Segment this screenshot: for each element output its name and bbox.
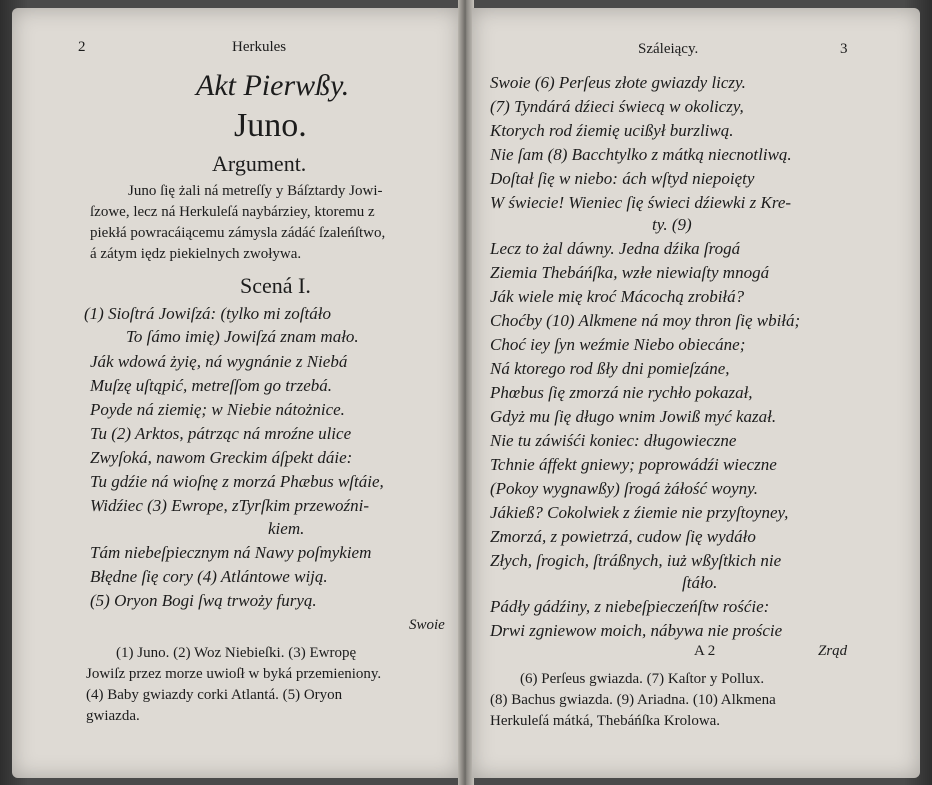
verse-line: ty. (9) xyxy=(652,215,692,234)
footnote-line: (8) Bachus gwiazda. (9) Ariadna. (10) Alkmena xyxy=(490,692,776,708)
verse-line: Gdyż mu ſię długo wnim Jowiß myć kazał. xyxy=(490,407,777,426)
verse-line: Tu (2) Arktos, pátrząc ná mroźne ulice xyxy=(90,424,352,443)
footnote-line: (1) Juno. (2) Woz Niebieſki. (3) Ewropę xyxy=(116,645,357,661)
footnote-line: (6) Perſeus gwiazda. (7) Kaſtor y Pollux. xyxy=(520,671,765,687)
verse-line: Ktorych rod źiemię ucißył burzliwą. xyxy=(490,121,734,140)
verse-line: Błędne ſię cory (4) Atlántowe wiją. xyxy=(90,567,328,586)
verse-line: Złych, ſrogich, ſtráßnych, iuż wßyſtkich nie xyxy=(490,551,782,570)
verse-line: Doſtał ſię w niebo: ách wſtyd niepoięty xyxy=(490,169,755,188)
argument-heading: Argument. xyxy=(212,151,307,176)
verse-line: (5) Oryon Bogi ſwą trwoży furyą. xyxy=(90,591,317,610)
verse-line: Zmorzá, z powietrzá, cudow ſię wydáło xyxy=(490,527,756,546)
verse-line: Tu gdźie ná wioſnę z morzá Phæbus wſtáie, xyxy=(90,472,384,491)
verse-line: Pádły gádźiny, z niebeſpieczeńſtw rośćie: xyxy=(490,597,770,616)
running-head: Száleiący. xyxy=(638,41,699,57)
verse-line: Lecz to żal dáwny. Jedna dźika ſrogá xyxy=(490,239,741,258)
verse-line: Poyde ná ziemię; w Niebie nátożnice. xyxy=(90,400,345,419)
verse-line: Swoie (6) Perſeus złote gwiazdy liczy. xyxy=(490,73,746,92)
argument-line: ſzowe, lecz ná Herkuleſá naybárziey, ktoremu z xyxy=(90,204,375,220)
verse-line: Nie ſam (8) Bacchtylko z mátką niecnotliwą. xyxy=(490,145,792,164)
catchword: Swoie xyxy=(409,617,445,633)
scene-heading: Scená I. xyxy=(240,273,311,298)
footnote-line: gwiazda. xyxy=(86,708,140,724)
verse-line: Tchnie áffekt gniewy; poprowádźi wieczne xyxy=(490,455,777,474)
running-head: Herkules xyxy=(232,39,287,55)
verse-line: (7) Tyndárá dźieci świecą w okoliczy, xyxy=(490,97,744,116)
left-page xyxy=(12,8,460,778)
argument-line: piekłá powracáiącemu zámysla zádáć ſzaleńſtwo, xyxy=(90,225,386,241)
verse-line: Ziemia Thebáńſka, wzłe niewiaſty mnogá xyxy=(490,263,770,282)
verse-line: Ná ktorego rod ßły dni pomieſzáne, xyxy=(490,359,730,378)
right-page xyxy=(472,8,920,778)
verse-line: Phœbus ſię zmorzá nie rychło pokazał, xyxy=(490,383,753,402)
act-title: Akt Pierwßy. xyxy=(196,69,350,102)
verse-line: (Pokoy wygnawßy) ſrogá żáłość woyny. xyxy=(490,479,759,498)
argument-line: Juno ſię żali ná metreſſy y Báſztardy Jowi- xyxy=(128,183,383,199)
footnote-line: (4) Baby gwiazdy corki Atlantá. (5) Oryon xyxy=(86,687,343,703)
verse-line: To ſámo imię) Jowiſzá znam mało. xyxy=(126,327,359,346)
character-name: Juno. xyxy=(234,107,307,144)
verse-line: Drwi zgniewow moich, nábywa nie proście xyxy=(490,621,783,640)
verse-line: (1) Sioſtrá Jowiſzá: (tylko mi zoſtáło xyxy=(84,304,331,323)
footnote-line: Jowiſz przez morze uwioſł w byká przemieniony. xyxy=(86,666,382,682)
verse-line: Muſzę uſtąpić, metreſſom go trzebá. xyxy=(90,376,333,395)
verse-line: Zwyſoká, nawom Greckim áſpekt dáie: xyxy=(90,448,353,467)
footnote-line: Herkuleſá mátká, Thebáńſka Krolowa. xyxy=(490,713,721,729)
page-number: 2 xyxy=(78,39,86,55)
verse-line: Ják wdowá żyię, ná wygnánie z Niebá xyxy=(90,352,348,371)
verse-line: kiem. xyxy=(268,519,305,538)
verse-line: Jákieß? Cokolwiek z źiemie nie przyſtoyney, xyxy=(490,503,789,522)
verse-line: Choćby (10) Alkmene ná moy thron ſię wbiłá; xyxy=(490,311,801,330)
signature-mark: A 2 xyxy=(694,643,716,659)
verse-line: Widźiec (3) Ewrope, zTyrſkim przewoźni- xyxy=(90,496,370,515)
argument-line: á zátym iędz piekielnych zwoływa. xyxy=(90,246,302,262)
verse-line: ſtáło. xyxy=(682,573,718,592)
page-number: 3 xyxy=(840,41,848,57)
catchword: Zrąd xyxy=(818,643,848,659)
verse-line: Nie tu záwiśći koniec: długowieczne xyxy=(490,431,737,450)
verse-line: Ják wiele mię kroć Mácochą zrobiłá? xyxy=(490,287,745,306)
verse-line: W świecie! Wieniec ſię świeci dźiewki z Kre- xyxy=(490,193,792,212)
verse-line: Choć iey ſyn weźmie Niebo obiecáne; xyxy=(490,335,746,354)
verse-line: Tám niebeſpiecznym ná Nawy poſmykiem xyxy=(90,543,372,562)
